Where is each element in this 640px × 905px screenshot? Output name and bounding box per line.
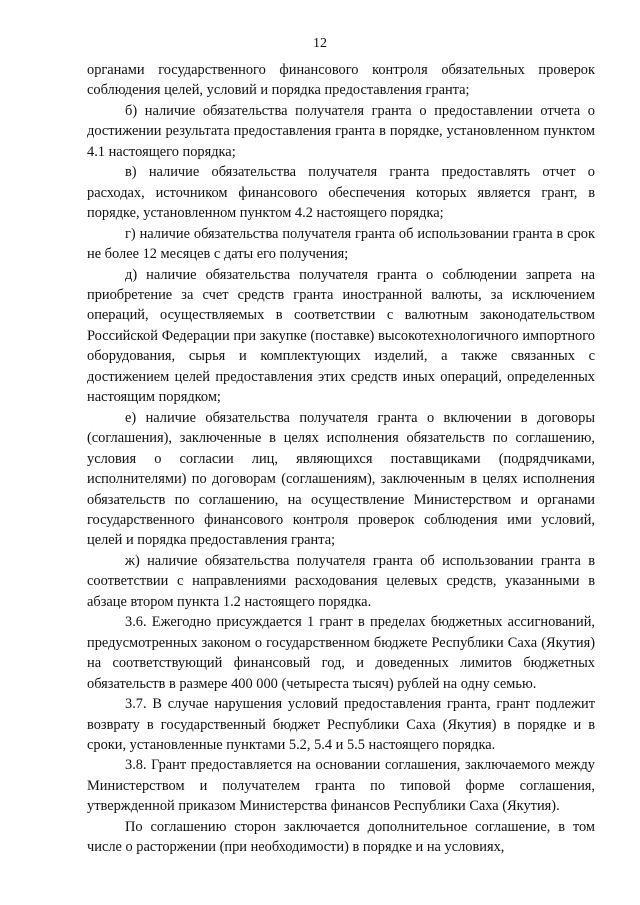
paragraph-item-e: е) наличие обязательства получателя гранта о включении в договоры (соглашения), заключенные в целях исполнения обязательств по соглашению, условия о согласии лиц, являющихся поставщиками (подрядчиками, исполнителями) по договорам (соглашениям), заключенным в целях исполнения обязательств по соглашению, на осуществление Министерством и органами государственного финансового контроля проверок соблюдения ими условий, целей и порядка предоставления гранта; [87, 409, 595, 549]
paragraph-continuation: органами государственного финансового контроля обязательных проверок соблюдения целей, условий и порядка предоставления гранта; [87, 62, 595, 99]
paragraph-item-b: б) наличие обязательства получателя гранта о предоставлении отчета о достижении результата предоставления гранта в порядке, установленном пунктом 4.1 настоящего порядка; [87, 102, 595, 160]
paragraph-3-7: 3.7. В случае нарушения условий предоставления гранта, грант подлежит возврату в государственный бюджет Республики Саха (Якутия) в порядке и в сроки, установленные пунктами 5.2, 5.4 и 5.5 настоящего порядка. [87, 696, 595, 753]
paragraph-item-v: в) наличие обязательства получателя гранта предоставлять отчет о расходах, источником финансового обеспечения которых является грант, в порядке, установленном пунктом 4.2 настоящего порядка; [87, 164, 595, 222]
page-number: 12 [313, 36, 327, 51]
document-body [87, 60, 595, 858]
paragraph-3-6: 3.6. Ежегодно присуждается 1 грант в пределах бюджетных ассигнований, предусмотренных законом о государственном бюджете Республики Саха (Якутия) на соответствующий финансовый год, и доведенных лимитов бюджетных обязательств в размере 400 000 (четыреста тысяч) рублей на одну семью. [87, 614, 595, 692]
paragraph-item-d: д) наличие обязательства получателя гранта о соблюдении запрета на приобретение за счет средств гранта иностранной валюты, за исключением операций, осуществляемых в соответствии с валютным законодательством Российской Федерации при закупке (поставке) высокотехнологичного импортного оборудования, сырья и комплектующих изделий, а также связанных с достижением целей предоставления этих средств иных операций, определенных настоящим порядком; [87, 266, 595, 406]
paragraph-additional-agreement: По соглашению сторон заключается дополнительное соглашение, в том числе о расторжении (при необходимости) в порядке и на условиях, [87, 818, 595, 856]
paragraph-item-zh: ж) наличие обязательства получателя гранта об использовании гранта в соответствии с направлениями расходования целевых средств, указанными в абзаце втором пункта 1.2 настоящего порядка. [87, 552, 595, 610]
paragraph-3-8: 3.8. Грант предоставляется на основании соглашения, заключаемого между Министерством и получателем гранта по типовой форме соглашения, утвержденной приказом Министерства финансов Республики Саха (Якутия). [87, 757, 595, 815]
paragraph-item-g: г) наличие обязательства получателя гранта об использовании гранта в срок не более 12 месяцев с даты его получения; [87, 225, 595, 263]
